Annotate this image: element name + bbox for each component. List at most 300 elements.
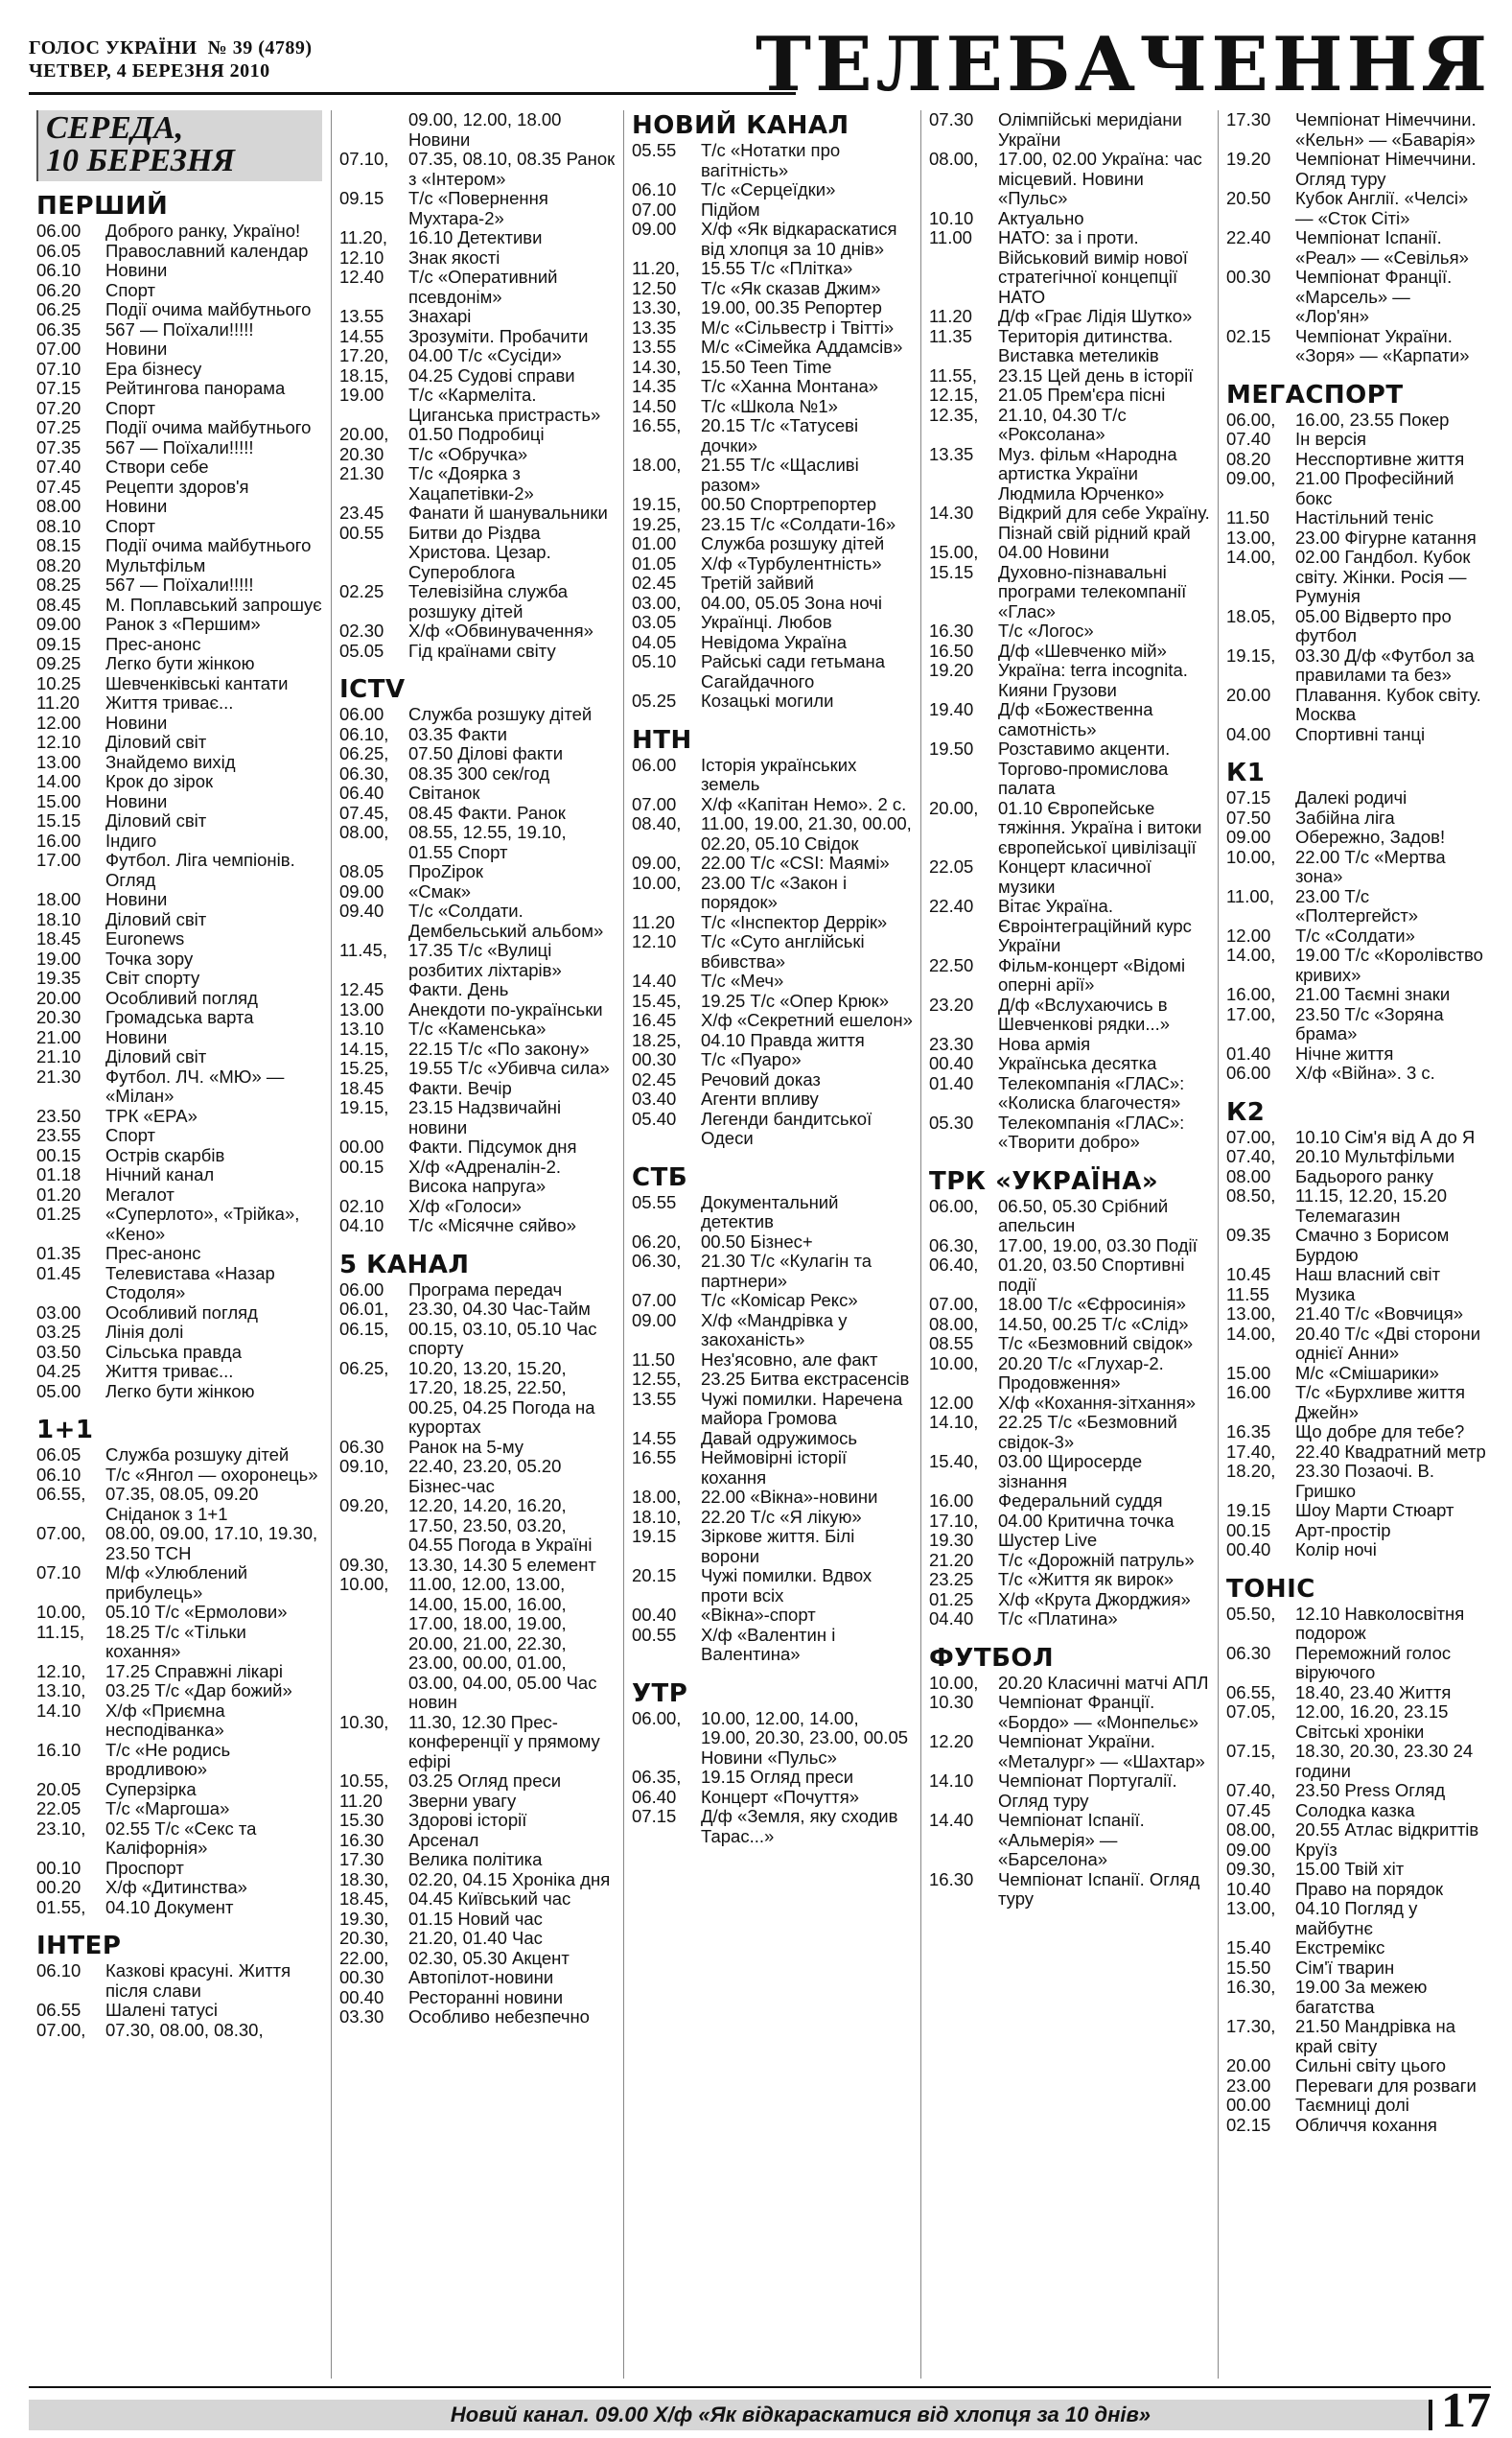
listing-item bbox=[929, 1551, 1210, 1571]
listing-time: 11.20 bbox=[36, 692, 80, 713]
listing-program: 23.30, 04.30 Час-Тайм bbox=[408, 1299, 591, 1319]
listing-program: Райські сади гетьмана Сагайдачного bbox=[701, 651, 886, 692]
listing-item bbox=[1226, 985, 1488, 1005]
listing-program: Мультфільм bbox=[105, 554, 206, 575]
listing-time: 05.10 bbox=[632, 651, 677, 671]
listing-program: Х/ф «Дитинства» bbox=[105, 1877, 247, 1897]
listing-time: 11.45, bbox=[339, 940, 388, 960]
listing-time: 10.45 bbox=[1226, 1264, 1271, 1284]
listing-program: 02.20, 04.15 Хроніка дня bbox=[408, 1868, 611, 1889]
listing-item bbox=[1226, 1462, 1488, 1501]
listing-item bbox=[1226, 1422, 1488, 1442]
listing-item bbox=[929, 1674, 1210, 1694]
listing-item bbox=[36, 989, 322, 1009]
listing-item bbox=[339, 1850, 616, 1870]
listing-time: 18.30, bbox=[339, 1868, 389, 1889]
listing-program: Екстремікс bbox=[1295, 1937, 1385, 1957]
listing-time: 14.00 bbox=[36, 771, 81, 791]
listing-program: Факти. Підсумок дня bbox=[408, 1137, 577, 1157]
listing-item bbox=[36, 1067, 322, 1107]
listing-time: 07.45 bbox=[1226, 1799, 1271, 1820]
listing-item bbox=[339, 327, 616, 347]
listing-item bbox=[929, 563, 1210, 622]
listing-program: Чемпіонат України. «Металург» — «Шахтар» bbox=[998, 1731, 1205, 1771]
listing-time: 00.40 bbox=[339, 1986, 384, 2007]
listing-program: Сім'ї тварин bbox=[1295, 1957, 1395, 1978]
listing-program: Х/ф «Адреналін-2. Висока напруга» bbox=[408, 1156, 562, 1196]
listing-time: 07.15, bbox=[1226, 1741, 1276, 1761]
listing-program: 17.00, 19.00, 03.30 Події bbox=[998, 1234, 1198, 1255]
listing-program: 12.10 Навколосвітня подорож bbox=[1295, 1603, 1465, 1643]
listing-time: 07.50 bbox=[1226, 807, 1271, 828]
listing-time: 08.00 bbox=[36, 496, 81, 516]
listing-item bbox=[929, 366, 1210, 387]
listing-item bbox=[929, 621, 1210, 642]
listing-item bbox=[1226, 430, 1488, 450]
listing-time: 15.40, bbox=[929, 1451, 979, 1471]
listing-time: 06.25 bbox=[36, 299, 81, 319]
listing-program: Х/ф «Турбулентність» bbox=[701, 552, 882, 574]
listing-item bbox=[929, 307, 1210, 327]
listing-item bbox=[1226, 189, 1488, 228]
listing-program: 03.25 Т/с «Дар божий» bbox=[105, 1680, 292, 1700]
listing-item bbox=[339, 902, 616, 941]
listing-item bbox=[929, 1114, 1210, 1153]
listing-time: 07.00, bbox=[36, 1523, 86, 1543]
listing-item bbox=[929, 1413, 1210, 1452]
listing-item bbox=[36, 890, 322, 910]
listing-program: Козацькі могили bbox=[701, 691, 834, 711]
listing-time: 07.30 bbox=[929, 110, 974, 129]
listing-program: Телевізійна служба розшуку дітей bbox=[408, 581, 569, 621]
listing-time: 00.55 bbox=[339, 522, 384, 543]
listing-time: 15.00 bbox=[36, 790, 81, 811]
listing-item bbox=[36, 949, 322, 970]
listing-time: 08.50, bbox=[1226, 1185, 1276, 1206]
listing-item bbox=[632, 456, 913, 495]
listing-time: 17.30 bbox=[1226, 110, 1271, 129]
listing-program: 07.35, 08.05, 09.20 Сніданок з 1+1 bbox=[105, 1484, 259, 1524]
listing-time: 14.10, bbox=[929, 1412, 979, 1432]
listing-program: Кубок Англії. «Челсі» — «Сток Сіті» bbox=[1295, 188, 1469, 228]
listing-time: 13.55 bbox=[632, 337, 677, 357]
listing-program: Х/ф «Як відкараскатися від хлопця за 10 днів» bbox=[701, 219, 897, 259]
listing-item bbox=[36, 1681, 322, 1701]
listing-time: 07.40, bbox=[1226, 1780, 1276, 1800]
listing-program: Т/с «Комісар Рекс» bbox=[701, 1290, 858, 1310]
listing-program: 06.50, 05.30 Срібний апельсин bbox=[998, 1195, 1169, 1235]
listing-item bbox=[339, 1870, 616, 1890]
listing-time: 19.25, bbox=[632, 513, 682, 534]
listing-item bbox=[1226, 268, 1488, 327]
listing-item bbox=[1226, 809, 1488, 829]
listing-item bbox=[339, 1059, 616, 1079]
listing-item bbox=[36, 1563, 322, 1603]
listing-time: 09.25 bbox=[36, 653, 81, 673]
listing-item bbox=[339, 1359, 616, 1438]
listing-item bbox=[1226, 327, 1488, 366]
listing-time: 16.00 bbox=[929, 1490, 974, 1511]
listing-program: Спорт bbox=[105, 397, 156, 418]
listing-program: Круїз bbox=[1295, 1839, 1338, 1860]
listing-program: Фільм-концерт «Відомі оперні арії» bbox=[998, 954, 1186, 995]
listing-program: Нез'ясовно, але факт bbox=[701, 1348, 878, 1370]
listing-time: 09.00, bbox=[632, 853, 682, 873]
listing-time: 12.45 bbox=[339, 979, 384, 999]
listing-program: 19.15 Огляд преси bbox=[701, 1767, 854, 1787]
listing-program: Проспорт bbox=[105, 1857, 184, 1878]
listing-item bbox=[632, 1488, 913, 1508]
listing-program: Д/ф «Вслухаючись в Шевченкові рядки...» bbox=[998, 994, 1171, 1034]
listing-time: 16.00, bbox=[1226, 984, 1276, 1004]
listing-time: 06.25, bbox=[339, 1357, 389, 1378]
listing-time: 18.10, bbox=[632, 1506, 682, 1527]
listing-time: 06.30, bbox=[632, 1251, 682, 1271]
listing-program: Давай одружимось bbox=[701, 1427, 858, 1448]
listing-item bbox=[339, 1831, 616, 1851]
listing-time: 11.20 bbox=[632, 911, 675, 932]
listing-program: Чемпіонат Іспанії. Огляд туру bbox=[998, 1868, 1200, 1909]
listing-item bbox=[339, 980, 616, 1000]
listing-time: 16.30, bbox=[1226, 1977, 1276, 1997]
listing-program: Життя триває... bbox=[105, 692, 234, 713]
listing-program: Х/ф «Мандрівка у закоханість» bbox=[701, 1309, 848, 1349]
listing-item bbox=[339, 150, 616, 189]
listing-item bbox=[1226, 1880, 1488, 1900]
listing-item bbox=[36, 772, 322, 792]
listing-item bbox=[929, 642, 1210, 662]
listing-program: Ера бізнесу bbox=[105, 358, 202, 379]
listing-time: 12.15, bbox=[929, 385, 979, 405]
listing-time: 14.30 bbox=[929, 503, 974, 523]
listing-program: Православний календар bbox=[105, 240, 309, 261]
listing-time: 07.45, bbox=[339, 802, 389, 823]
listing-program: 04.00, 05.05 Зона ночі bbox=[701, 592, 882, 613]
listing-time bbox=[339, 110, 408, 150]
channel-name: НОВИЙ КАНАЛ bbox=[632, 111, 849, 140]
listing-time: 08.25 bbox=[36, 574, 81, 595]
listing-program: 19.25 Т/с «Опер Крюк» bbox=[701, 990, 890, 1011]
listing-item bbox=[1226, 2056, 1488, 2076]
listing-item bbox=[339, 1040, 616, 1060]
newspaper-name: ГОЛОС УКРАЇНИ bbox=[29, 37, 198, 59]
listing-time: 11.35 bbox=[929, 325, 972, 346]
listing-item bbox=[1226, 1605, 1488, 1644]
listing-program: ПроZірок bbox=[408, 861, 483, 881]
listing-item bbox=[339, 1438, 616, 1458]
listing-program: Т/с «Дорожній патруль» bbox=[998, 1549, 1195, 1570]
listing-program: 17.35 Т/с «Вулиці розбитих ліхтарів» bbox=[408, 940, 562, 980]
page-number: 17 bbox=[1441, 2383, 1491, 2438]
listing-item bbox=[36, 714, 322, 734]
listing-program: 01.20, 03.50 Спортивні події bbox=[998, 1254, 1185, 1295]
listing-item bbox=[1226, 1186, 1488, 1226]
channel-name: 1+1 bbox=[36, 1416, 94, 1444]
listing-time: 02.15 bbox=[1226, 2114, 1271, 2135]
channel-block bbox=[339, 1250, 616, 2028]
listing-program: Таємниці долі bbox=[1295, 2095, 1409, 2115]
listing-time: 19.15, bbox=[339, 1097, 389, 1117]
listing-time: 15.00 bbox=[1226, 1362, 1271, 1383]
listing-program: Актуально bbox=[998, 207, 1084, 228]
listing-program: Солодка казка bbox=[1295, 1799, 1415, 1820]
listing-program: 23.25 Битва екстрасенсів bbox=[701, 1369, 910, 1389]
listing-item bbox=[36, 851, 322, 890]
listing-item bbox=[36, 1205, 322, 1244]
listing-program: Т/с «Школа №1» bbox=[701, 395, 838, 416]
listing-item bbox=[36, 1623, 322, 1662]
listing-time: 01.35 bbox=[36, 1243, 81, 1263]
listing-program: 567 — Поїхали!!!!! bbox=[105, 574, 254, 595]
listing-item bbox=[339, 784, 616, 804]
listing-program: 10.10 Сім'я від А до Я bbox=[1295, 1126, 1476, 1147]
listing-program: 07.50 Ділові факти bbox=[408, 743, 564, 763]
listing-time: 07.15 bbox=[36, 378, 81, 398]
listing-program: Спорт bbox=[105, 515, 156, 536]
listing-time: 15.45, bbox=[632, 990, 682, 1011]
listing-item bbox=[929, 209, 1210, 229]
listing-program: 15.00 Твій хіт bbox=[1295, 1859, 1405, 1879]
listing-time: 06.30, bbox=[929, 1234, 979, 1255]
listing-item bbox=[339, 882, 616, 903]
listing-item bbox=[36, 1878, 322, 1898]
listing-item bbox=[36, 1165, 322, 1185]
listing-time: 19.00 bbox=[339, 385, 384, 405]
channel-block bbox=[339, 674, 616, 1236]
listing-program: Чемпіонат Франції. «Бордо» — «Монпельє» bbox=[998, 1692, 1199, 1732]
listing-program: Служба розшуку дітей bbox=[701, 533, 885, 553]
listing-program: Створи себе bbox=[105, 457, 209, 477]
issue-date: ЧЕТВЕР, 4 БЕРЕЗНЯ 2010 bbox=[29, 60, 270, 82]
channel-name: ФУТБОЛ bbox=[929, 1643, 1055, 1673]
listing-program: Зіркове життя. Білі ворони bbox=[701, 1526, 855, 1566]
listing-program: Телекомпанія «ГЛАС»: «Творити добро» bbox=[998, 1112, 1185, 1152]
listing-program: 01.10 Європейське тяжіння. Україна і витоки європейської цивілізації bbox=[998, 797, 1202, 857]
listing-program: Світ спорту bbox=[105, 968, 200, 988]
listing-time: 17.00 bbox=[36, 850, 81, 870]
listing-time: 13.00 bbox=[339, 998, 384, 1020]
listing-program: 23.50 Press Огляд bbox=[1295, 1780, 1446, 1800]
listing-program: Обережно, Задов! bbox=[1295, 827, 1446, 847]
listing-program: Х/ф «Приємна несподіванка» bbox=[105, 1700, 225, 1740]
listing-program: Т/с «Кармеліта. Циганська пристрасть» bbox=[408, 385, 601, 425]
listing-item bbox=[1226, 946, 1488, 985]
listing-item bbox=[339, 1137, 616, 1158]
listing-time: 16.10 bbox=[36, 1739, 81, 1760]
listing-item bbox=[632, 1448, 913, 1488]
listing-program: Велика політика bbox=[408, 1849, 543, 1869]
listing-time: 06.55, bbox=[36, 1484, 86, 1504]
listing-program: Фанати й шанувальники bbox=[408, 503, 608, 523]
listing-item bbox=[36, 753, 322, 773]
listing-program: Х/ф «Обвинувачення» bbox=[408, 621, 593, 641]
listing-time: 23.10, bbox=[36, 1817, 86, 1839]
channel-name: ІНТЕР bbox=[36, 1932, 122, 1960]
listing-item bbox=[339, 642, 616, 662]
listing-program: Служба розшуку дітей bbox=[105, 1444, 290, 1465]
listing-item bbox=[36, 654, 322, 674]
listing-time: 07.20 bbox=[36, 397, 81, 418]
listing-time: 06.10 bbox=[632, 179, 677, 199]
listing-program: Шевченківські кантати bbox=[105, 672, 289, 693]
listing-time: 12.00 bbox=[36, 712, 81, 733]
listing-program: 22.40, 23.20, 05.20 Бізнес-час bbox=[408, 1456, 562, 1496]
channel-name: ТОНІС bbox=[1226, 1574, 1315, 1604]
listing-program: 20.20 Класичні матчі АПЛ bbox=[998, 1672, 1209, 1693]
listing-item bbox=[339, 1216, 616, 1236]
listing-program: Федеральний суддя bbox=[998, 1490, 1163, 1511]
listing-program: 00.50 Спортрепортер bbox=[701, 494, 877, 514]
listing-time: 12.50 bbox=[632, 277, 677, 298]
listing-program: Т/с «Життя як вирок» bbox=[998, 1569, 1175, 1589]
listing-program: Острів скарбів bbox=[105, 1144, 225, 1165]
listing-time: 10.00, bbox=[1226, 846, 1276, 867]
listing-item bbox=[929, 1693, 1210, 1732]
listing-time: 06.10 bbox=[36, 1464, 81, 1485]
listing-program: Т/с «Бурхливе життя Джейн» bbox=[1295, 1382, 1466, 1422]
listing-time: 20.05 bbox=[36, 1778, 81, 1799]
listing-program: 04.00 Т/с «Сусіди» bbox=[408, 345, 562, 365]
listing-time: 11.20 bbox=[929, 306, 972, 326]
listing-program: Історія українських земель bbox=[701, 754, 857, 794]
listing-program: 23.15 Т/с «Солдати-16» bbox=[701, 513, 896, 534]
listing-item bbox=[632, 220, 913, 259]
tv-listings bbox=[29, 110, 1491, 2379]
listing-program: 11.30, 12.30 Прес-конференції у прямому ефірі bbox=[408, 1711, 600, 1771]
listing-time: 07.45 bbox=[36, 476, 81, 497]
newspaper-meta bbox=[29, 36, 313, 82]
listing-time: 02.45 bbox=[632, 1068, 677, 1090]
listing-time: 06.55, bbox=[1226, 1681, 1276, 1702]
listing-time: 14.00, bbox=[1226, 547, 1276, 567]
listing-time: 14.00, bbox=[1226, 945, 1276, 965]
listing-time: 10.30 bbox=[929, 1692, 974, 1712]
listing-time: 19.30, bbox=[339, 1908, 389, 1929]
listing-time: 06.10, bbox=[339, 723, 389, 744]
listing-program: 23.00 Фігурне катання bbox=[1295, 527, 1477, 548]
listing-time: 00.15 bbox=[1226, 1519, 1271, 1540]
channel-block bbox=[36, 191, 322, 1401]
listing-item bbox=[929, 1590, 1210, 1610]
listing-program: Громадська варта bbox=[105, 1007, 254, 1027]
listing-item bbox=[339, 1320, 616, 1359]
listing-program: Сильні світу цього bbox=[1295, 2055, 1447, 2075]
listing-item bbox=[339, 1713, 616, 1772]
listing-program: Зверни увагу bbox=[408, 1790, 517, 1811]
listing-time: 00.15 bbox=[36, 1144, 81, 1165]
listing-time: 17.10, bbox=[929, 1510, 979, 1531]
listing-time: 18.00 bbox=[36, 889, 81, 909]
listing-item bbox=[1226, 1044, 1488, 1065]
listing-program: Особливо небезпечно bbox=[408, 2006, 590, 2027]
listing-program: Неймовірні історії кохання bbox=[701, 1447, 848, 1488]
listing-program: Чемпіонат Іспанії. «Альмерія» — «Барселона» bbox=[998, 1810, 1145, 1869]
listing-program: 567 — Поїхали!!!!! bbox=[105, 436, 254, 457]
listing-item bbox=[339, 445, 616, 465]
listing-time: 15.15 bbox=[36, 810, 81, 831]
listing-program: Чемпіонат Іспанії. «Реал» — «Севілья» bbox=[1295, 227, 1469, 268]
listing-program: Х/ф «Кохання-зітхання» bbox=[998, 1392, 1197, 1413]
listing-item bbox=[632, 594, 913, 614]
channel-block bbox=[36, 1931, 322, 2040]
listing-program: 20.20 Т/с «Глухар-2. Продовження» bbox=[998, 1352, 1164, 1393]
listing-item bbox=[339, 1792, 616, 1812]
listing-program: Рецепти здоров'я bbox=[105, 476, 249, 497]
listing-item bbox=[1226, 1958, 1488, 1979]
listing-item bbox=[1226, 508, 1488, 528]
listing-time: 12.40 bbox=[339, 267, 384, 287]
listing-program: Новини bbox=[105, 790, 168, 811]
listing-item bbox=[1226, 1064, 1488, 1084]
listing-time: 07.00 bbox=[36, 339, 81, 359]
listing-time: 01.20 bbox=[36, 1184, 81, 1205]
listing-program: 01.50 Подробиці bbox=[408, 424, 545, 444]
listing-program: Діловий світ bbox=[105, 908, 207, 929]
listing-time: 19.15, bbox=[632, 494, 682, 514]
listing-time: 06.00 bbox=[632, 754, 677, 775]
listing-time: 18.25, bbox=[632, 1029, 682, 1050]
listing-program: 12.20, 14.20, 16.20, 17.50, 23.50, 03.20, 04.55 Погода в Україні bbox=[408, 1495, 593, 1555]
listing-program: Д/ф «Земля, яку сходив Тарас...» bbox=[701, 1806, 898, 1846]
listing-item bbox=[1226, 548, 1488, 607]
listing-time: 10.55, bbox=[339, 1770, 389, 1791]
listing-program: Служба розшуку дітей bbox=[408, 704, 593, 724]
listing-item bbox=[929, 1452, 1210, 1491]
listing-item bbox=[1226, 1840, 1488, 1861]
listing-program: 02.55 Т/с «Секс та Каліфорнія» bbox=[105, 1817, 257, 1858]
listing-item bbox=[632, 613, 913, 633]
listing-time: 16.30 bbox=[339, 1829, 384, 1850]
listing-item bbox=[1226, 1324, 1488, 1364]
listing-item bbox=[1226, 1742, 1488, 1781]
listing-time: 04.40 bbox=[929, 1608, 974, 1629]
listing-item bbox=[339, 1949, 616, 1969]
listing-program: Новини bbox=[105, 889, 168, 909]
listing-item bbox=[632, 318, 913, 339]
listing-time: 13.55 bbox=[339, 306, 384, 326]
listing-program: Далекі родичі bbox=[1295, 787, 1407, 808]
listing-item bbox=[929, 445, 1210, 504]
listing-program: Бадьорого ранку bbox=[1295, 1165, 1433, 1186]
listing-program: 18.30, 20.30, 23.30 24 години bbox=[1295, 1741, 1474, 1781]
listing-item bbox=[632, 633, 913, 653]
listing-program: 05.00 Відверто про футбол bbox=[1295, 605, 1452, 645]
listing-program: Музика bbox=[1295, 1283, 1356, 1304]
listing-program: Переможний голос віруючого bbox=[1295, 1642, 1452, 1682]
listing-time: 00.40 bbox=[929, 1053, 974, 1073]
listing-program: 22.25 Т/с «Безмовний свідок-3» bbox=[998, 1412, 1177, 1452]
listing-item bbox=[1226, 1860, 1488, 1880]
listing-program: Автопілот-новини bbox=[408, 1967, 554, 1987]
listing-program: Здорові історії bbox=[408, 1810, 527, 1830]
listing-program: 16.00, 23.55 Покер bbox=[1295, 409, 1450, 430]
listing-item bbox=[36, 1741, 322, 1780]
listing-item bbox=[929, 996, 1210, 1035]
listing-time: 16.30 bbox=[929, 1868, 974, 1889]
listing-time: 04.25 bbox=[36, 1361, 81, 1381]
listing-time: 06.05 bbox=[36, 240, 81, 261]
listing-item bbox=[339, 1811, 616, 1831]
listing-program: Речовий доказ bbox=[701, 1068, 821, 1090]
listing-program: Euronews bbox=[105, 928, 185, 949]
listing-item bbox=[339, 1929, 616, 1949]
listing-item bbox=[36, 1047, 322, 1067]
listing-item bbox=[36, 300, 322, 320]
listing-time: 09.00 bbox=[1226, 1839, 1271, 1860]
listing-item bbox=[632, 141, 913, 180]
listing-program: Нова армія bbox=[998, 1033, 1091, 1054]
listing-program: 11.00, 19.00, 21.30, 00.00, 02.20, 05.10 Свідок bbox=[701, 813, 912, 854]
